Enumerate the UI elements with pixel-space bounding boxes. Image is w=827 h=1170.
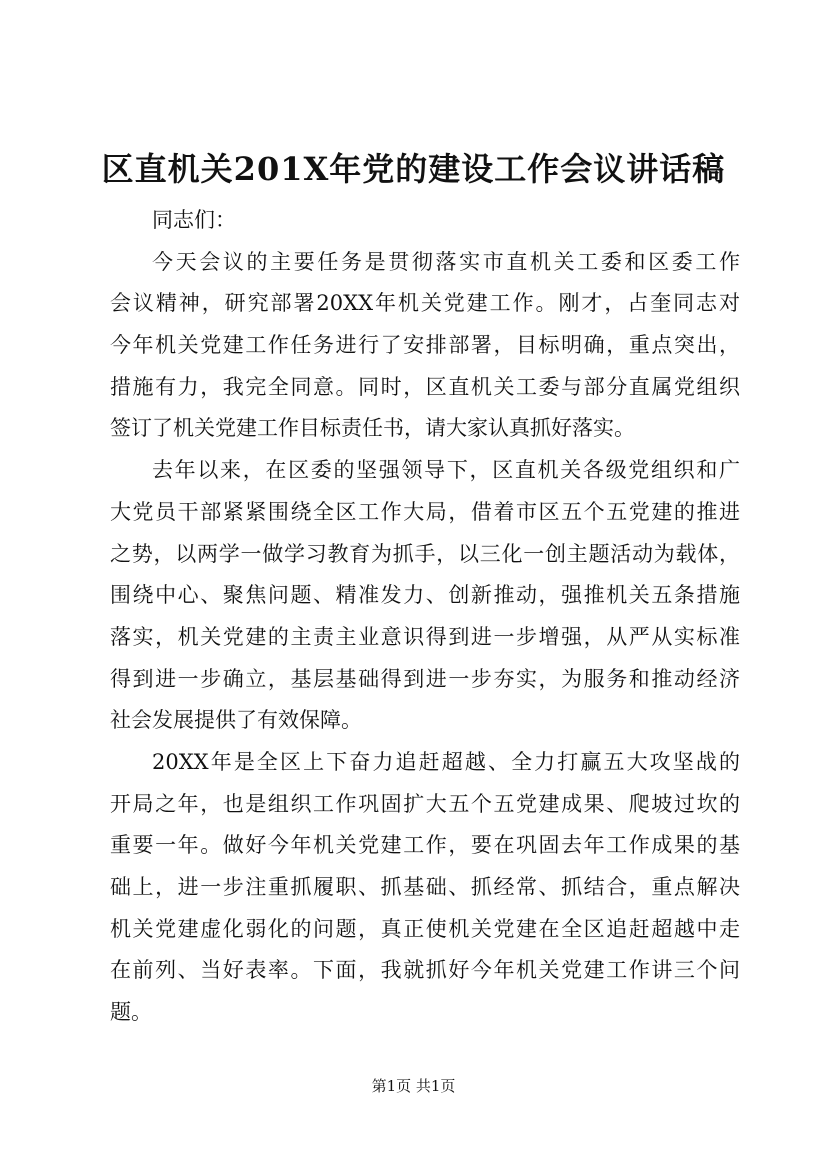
body-line: 措施有力，我完全同意。同时，区直机关工委与部分直属党组织 bbox=[110, 374, 740, 399]
body-line: 围绕中心、聚焦问题、精准发力、创新推动，强推机关五条措施 bbox=[110, 583, 740, 608]
body-line: 机关党建虚化弱化的问题，真正使机关党建在全区追赶超越中走 bbox=[110, 916, 740, 941]
body-line: 得到进一步确立，基层基础得到进一步夯实，为服务和推动经济 bbox=[110, 666, 740, 691]
document-body bbox=[110, 200, 740, 1034]
body-line: 社会发展提供了有效保障。 bbox=[110, 708, 362, 733]
body-line: 签订了机关党建工作目标责任书，请大家认真抓好落实。 bbox=[110, 416, 635, 441]
body-line: 础上，进一步注重抓履职、抓基础、抓经常、抓结合，重点解决 bbox=[110, 875, 740, 899]
body-line: 在前列、当好表率。下面，我就抓好今年机关党建工作讲三个问 bbox=[110, 958, 740, 983]
body-line: 大党员干部紧紧围绕全区工作大局，借着市区五个五党建的推进 bbox=[110, 499, 740, 524]
body-line: 20XX年是全区上下奋力追赶超越、全力打赢五大攻坚战的 bbox=[152, 749, 740, 774]
body-line: 开局之年，也是组织工作巩固扩大五个五党建成果、爬坡过坎的 bbox=[110, 791, 740, 816]
page-footer: 第1页 共1页 bbox=[371, 1077, 456, 1095]
body-line: 落实，机关党建的主责主业意识得到进一步增强，从严从实标准 bbox=[110, 624, 740, 649]
body-line: 重要一年。做好今年机关党建工作，要在巩固去年工作成果的基 bbox=[110, 833, 740, 858]
body-line: 之势，以两学一做学习教育为抓手，以三化一创主题活动为载体， bbox=[110, 541, 740, 566]
document-title: 区直机关201X年党的建设工作会议讲话稿 bbox=[101, 150, 726, 188]
body-line: 去年以来，在区委的坚强领导下，区直机关各级党组织和广 bbox=[152, 458, 740, 483]
body-line: 题。 bbox=[110, 1000, 152, 1025]
body-line: 会议精神，研究部署20XX年机关党建工作。刚才，占奎同志对 bbox=[110, 291, 740, 316]
body-line: 同志们： bbox=[152, 208, 236, 232]
body-line: 今天会议的主要任务是贯彻落实市直机关工委和区委工作 bbox=[152, 249, 740, 274]
body-line: 今年机关党建工作任务进行了安排部署，目标明确，重点突出， bbox=[110, 333, 740, 358]
